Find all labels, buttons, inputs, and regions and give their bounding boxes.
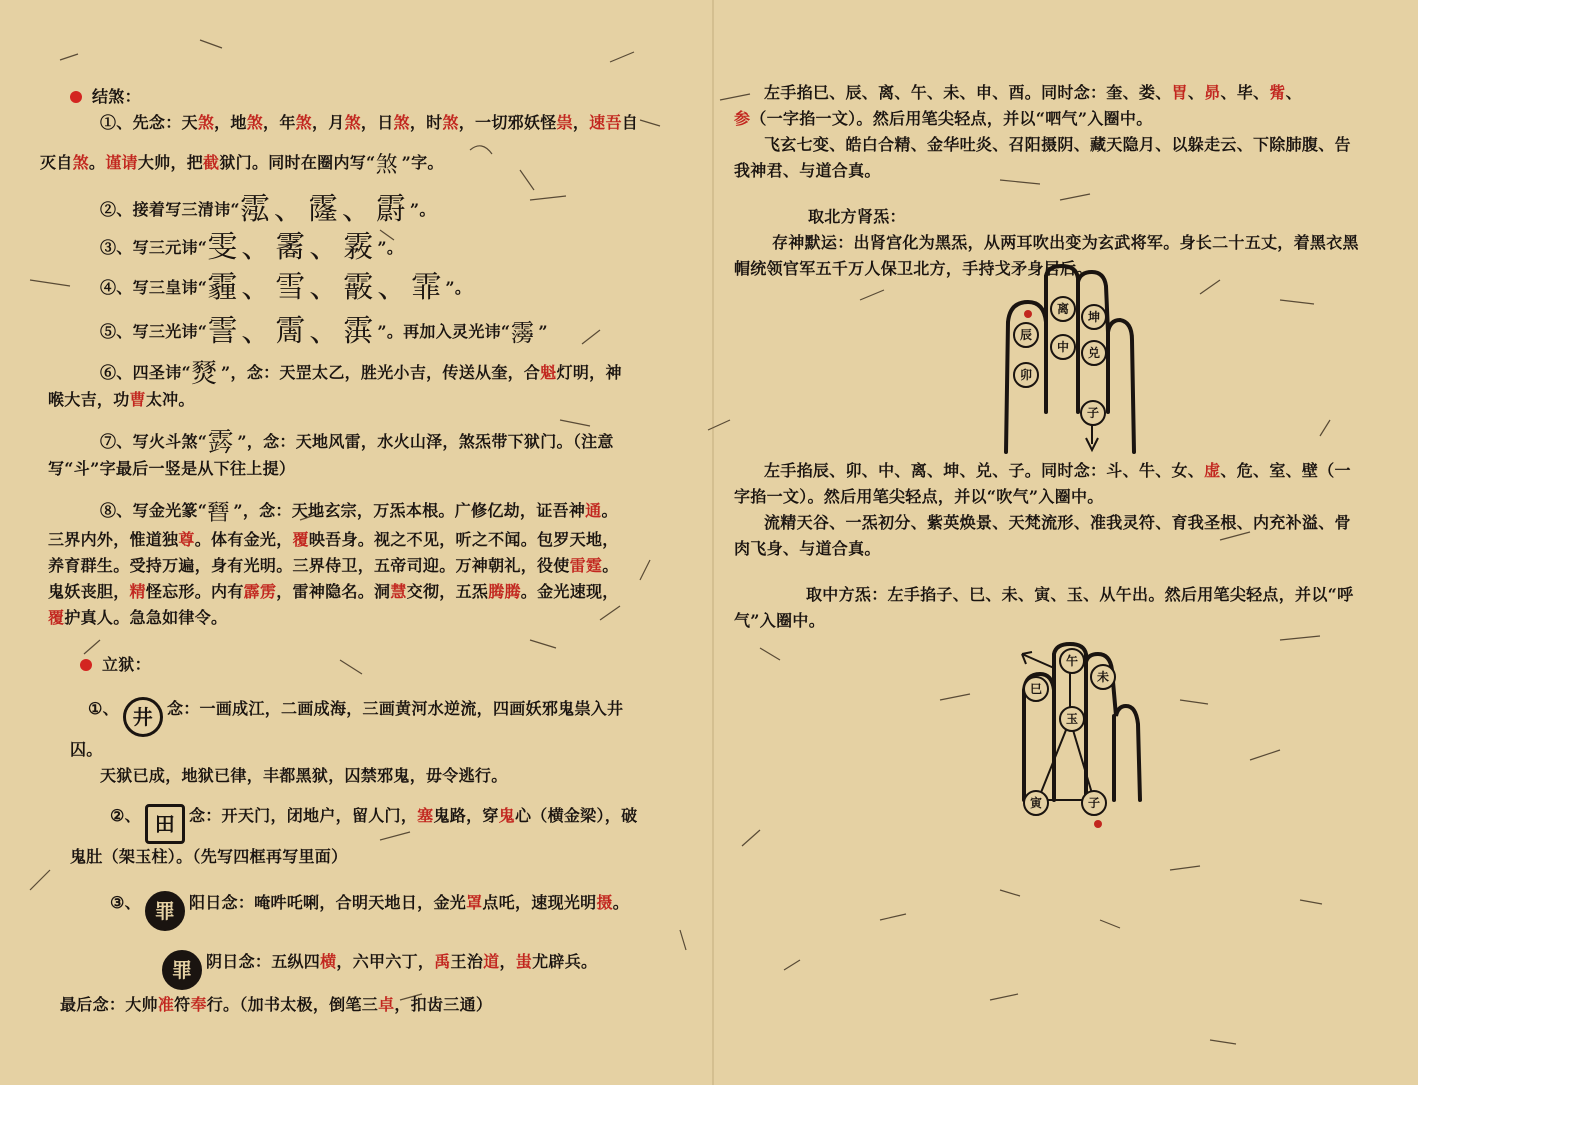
text-span: ，一切邪妖怪 — [458, 113, 557, 132]
text-span: 腾腾 — [488, 582, 521, 601]
text-span: 。 — [612, 893, 630, 912]
text-span: 取中方炁： — [806, 585, 888, 604]
text-span: ⑦、写火斗煞“ — [100, 432, 208, 451]
text-span: ，六甲六丁， — [336, 952, 435, 971]
text-span: ①、 — [88, 699, 119, 718]
text-span: 卓 — [378, 995, 395, 1014]
text-span: ，时 — [409, 113, 443, 132]
yin-seal-icon: 罪 — [162, 950, 202, 990]
text-span: 养育群生。受持万遍，身有光明。三界侍卫，五帝司迎。万神朝礼，役使 — [48, 556, 570, 575]
text-span: 念：一画成江，二画成海，三画黄河水逆流，四画妖邪鬼祟入井 — [166, 699, 624, 718]
text-span: 阳日念：唵吽吒唎，合明天地日，金光 — [188, 893, 467, 912]
para-4 — [734, 458, 1364, 510]
para-5 — [734, 510, 1364, 562]
text-span: 通 — [585, 501, 602, 520]
text-span: 煞 — [197, 113, 215, 132]
text-span: 慧 — [390, 582, 407, 601]
text-span: ⑧、写金光篆“ — [100, 501, 208, 520]
text-span: ，雷神隐名。洞 — [276, 582, 391, 601]
text-span: 鬼 — [498, 806, 515, 825]
text-span: ， — [499, 952, 516, 971]
text-span: 尊 — [178, 530, 195, 549]
text-span: 鬼妖丧胆， — [48, 582, 130, 601]
palm-position-label: 寅 — [1023, 790, 1049, 816]
prison-step-3 — [80, 890, 700, 931]
text-span: 摄 — [596, 893, 613, 912]
text-span: ，扣齿三通） — [394, 995, 493, 1014]
text-span: ”，念：天地玄宗，万炁本根。广修亿劫，证吾神 — [233, 501, 586, 520]
step-5 — [70, 314, 700, 349]
text-span: 截 — [203, 153, 220, 172]
text-span: 念：开天门，闭地户，留人门， — [188, 806, 418, 825]
text-span: 煞 — [375, 153, 402, 178]
text-span: ”。 — [445, 278, 472, 297]
text-span: 太冲。 — [145, 390, 195, 409]
para-1 — [734, 80, 1364, 132]
text-span: 奉 — [190, 995, 207, 1014]
text-span: 曹 — [129, 390, 146, 409]
step-1-cont — [40, 150, 700, 179]
text-span: 霠 — [207, 428, 238, 458]
text-span: 横 — [320, 952, 337, 971]
text-span: ②、 — [110, 806, 141, 825]
prison-step-1-cont — [70, 737, 700, 763]
para-2 — [734, 132, 1364, 184]
text-span: 魁 — [540, 363, 557, 382]
text-span: 霹雳 — [243, 582, 277, 601]
text-span: 护真人。急急如律令。 — [64, 608, 228, 627]
text-span: 鬼路，穿 — [433, 806, 499, 825]
text-span: 速吾 — [589, 113, 622, 132]
step-8 — [70, 498, 700, 527]
text-span: 霅、霌、霟 — [207, 314, 378, 349]
right-text-mid — [734, 458, 1364, 634]
text-span: 煞 — [72, 153, 89, 172]
text-span: 谨请 — [105, 153, 138, 172]
text-span: ②、接着写三清讳“ — [100, 200, 240, 219]
palm-position-label: 兑 — [1081, 340, 1107, 366]
text-span: ⑤、写三光讳“ — [100, 322, 208, 341]
text-span: 王治 — [450, 952, 484, 971]
palm-position-label: 离 — [1050, 296, 1076, 322]
text-span: 、毕、 — [1220, 83, 1270, 102]
palm-position-label: 午 — [1059, 648, 1085, 674]
prison-step-2 — [80, 803, 700, 844]
text-span: 。 — [88, 153, 106, 172]
text-span: 天狱已成，地狱已律，丰都黑狱，囚禁邪鬼，毋令逃行。 — [100, 766, 508, 785]
text-span: 左手掐巳、辰、离、午、未、申、酉。同时念：奎、娄、 — [764, 83, 1172, 102]
text-span: 心（横金梁），破 — [514, 806, 638, 825]
text-span: ①、先念：天 — [100, 113, 198, 132]
text-span: 最后念：大帅 — [60, 995, 158, 1014]
text-span: ”，念：天地风雷，水火山泽，煞炁带下狱门。（注意 — [237, 432, 614, 451]
section-liyu — [60, 652, 700, 1018]
text-span: 怪忘形。内有 — [145, 582, 244, 601]
text-span: 映吾身。视之不见，听之不闻。包罗天地， — [308, 530, 619, 549]
text-span: ，年 — [263, 113, 296, 132]
text-span: 立狱： — [102, 655, 151, 674]
text-span: 参 — [734, 109, 751, 128]
text-span: 雷霆 — [569, 556, 603, 575]
text-span: 大帅，把 — [137, 153, 204, 172]
palm-position-label: 子 — [1081, 790, 1107, 816]
text-span: 准 — [157, 995, 175, 1014]
text-span: 燹 — [191, 359, 222, 389]
text-span: 煞 — [344, 113, 361, 132]
prison-step-2-cont — [70, 844, 700, 870]
text-span: 昴 — [1204, 83, 1221, 102]
text-span: 三界内外，惟道独 — [48, 530, 179, 549]
text-span: 取北方肾炁： — [808, 207, 906, 226]
prison-step-1 — [80, 696, 700, 737]
text-span: 交彻，五炁 — [406, 582, 489, 601]
text-span: 尤辟兵。 — [532, 952, 598, 971]
section-jiesha — [40, 84, 700, 631]
text-span: ”。 — [409, 200, 436, 219]
step-2 — [70, 192, 700, 227]
field-seal-icon: 田 — [145, 804, 185, 844]
text-span: 写“斗”字最后一竖是从下往上提） — [48, 459, 296, 478]
text-span: 覆 — [292, 530, 309, 549]
text-span: 。 — [602, 556, 619, 575]
text-span: 存神默运：出肾宫化为黑炁，从两耳吹出变为玄武将军。身长二十五丈，着黑衣黑帽统领官军五千万人保卫北方，手持戈矛身居后。 — [734, 233, 1359, 278]
palm-position-label: 坤 — [1081, 304, 1107, 330]
text-span: 鬼肚（架玉柱）。（先写四框再写里面） — [70, 847, 348, 866]
step-3 — [70, 230, 700, 265]
text-span: 灯明，神 — [556, 363, 622, 382]
center-text — [734, 582, 1364, 634]
text-span: 胃 — [1171, 83, 1188, 102]
center-fold — [712, 0, 714, 1085]
text-span: 、危、室、壁（一字掐一文）。然后用笔尖轻点，并以“吹气”入圈中。 — [734, 461, 1351, 506]
text-span: 煞 — [246, 113, 264, 132]
text-span: 左手掐辰、卯、中、离、坤、兑、子。同时念：斗、牛、女、 — [764, 461, 1205, 480]
text-span: 自 — [621, 113, 639, 132]
text-span: 左手掐子、巳、未、寅、玉、从午出。然后用笔尖轻点，并以“呼气”入圈中。 — [734, 585, 1354, 630]
text-span: 霶 — [510, 319, 539, 347]
palm-position-label: 巳 — [1023, 676, 1049, 702]
step-8-cont — [48, 527, 700, 631]
well-seal-icon: 井 — [123, 697, 163, 737]
text-span: 禹 — [434, 952, 451, 971]
text-span: 飞玄七变、皓白合精、金华吐炎、召阳摄阴、藏天隐月、以躲走云、下除肺腹、告我神君、与道合真。 — [734, 135, 1351, 180]
text-span: ”。再加入灵光讳“ — [377, 322, 511, 341]
text-span: 霾、雪、霰、霏 — [207, 270, 446, 305]
text-span: ”，念：天罡太乙，胜光小吉，传送从奎，合 — [221, 363, 541, 382]
text-span: 精 — [129, 582, 146, 601]
step-7 — [70, 429, 700, 456]
palm-position-label: 中 — [1050, 334, 1076, 360]
north-heading — [734, 204, 1364, 230]
step-4 — [70, 270, 700, 305]
text-span: 、 — [1187, 83, 1205, 102]
palm-position-label: 子 — [1080, 400, 1106, 426]
text-span: 㬜 — [207, 501, 234, 526]
text-span: 喉大吉，功 — [48, 390, 130, 409]
text-span: 点吒，速现光明 — [482, 893, 597, 912]
text-span: 煞 — [442, 113, 459, 132]
text-span: 阴日念：五纵四 — [206, 952, 321, 971]
text-span: 塞 — [417, 806, 434, 825]
text-span: ， — [572, 113, 590, 132]
text-span: 。 — [601, 501, 618, 520]
text-span: 蚩 — [515, 952, 533, 971]
heading-jiesha — [70, 84, 700, 110]
text-span: 罩 — [466, 893, 483, 912]
text-span: 囚。 — [70, 740, 103, 759]
right-text-top — [734, 80, 1364, 282]
text-span: 行。（加书太极，倒笔三 — [206, 995, 379, 1014]
text-span: 、 — [1285, 83, 1302, 102]
text-span: 觜 — [1269, 83, 1286, 102]
heading-liyu — [80, 652, 700, 678]
text-span: 煞 — [393, 113, 410, 132]
step-6 — [70, 360, 700, 387]
text-span: 灭自 — [40, 153, 73, 172]
palm-position-label: 玉 — [1059, 706, 1085, 732]
text-span: ，日 — [360, 113, 394, 132]
palm-position-label: 卯 — [1013, 362, 1039, 388]
text-span: ④、写三皇讳“ — [100, 278, 208, 297]
prison-step-1-chant — [80, 763, 700, 789]
text-span: ” — [538, 322, 548, 341]
text-span: 虚 — [1204, 461, 1221, 480]
palm-position-label: 未 — [1090, 664, 1116, 690]
text-span: ③、 — [110, 893, 141, 912]
text-span: 霐、霳、霨 — [239, 192, 410, 227]
step-1 — [70, 110, 700, 136]
text-span: ”字。 — [401, 153, 444, 172]
text-span: ，地 — [214, 113, 247, 132]
text-span: 。体有金光， — [194, 530, 293, 549]
text-span: 道 — [483, 952, 500, 971]
step-6-cont — [48, 387, 700, 413]
text-span: 煞 — [295, 113, 312, 132]
step-7-cont — [48, 456, 700, 482]
text-span: 狱门。同时在圈内写“ — [219, 153, 376, 172]
palm-position-label: 辰 — [1013, 322, 1039, 348]
red-bullet-icon — [80, 659, 92, 671]
text-span: 符 — [174, 995, 191, 1014]
text-span: ”。 — [377, 238, 404, 257]
text-span: ③、写三元讳“ — [100, 238, 208, 257]
text-span: 雯、霱、霚 — [207, 230, 378, 265]
yang-seal-icon: 罪 — [145, 891, 185, 931]
text-span: ，月 — [311, 113, 345, 132]
final-chant — [60, 992, 700, 1018]
text-span: ⑥、四圣讳“ — [100, 363, 192, 382]
text-span: 覆 — [48, 608, 65, 627]
prison-step-4 — [80, 949, 700, 990]
red-bullet-icon — [70, 91, 82, 103]
text-span: 流精天谷、一炁初分、紫英焕景、天梵流形、准我灵符、育我圣根、内充补溢、骨肉飞身、与道合真。 — [734, 513, 1351, 558]
text-span: 祟 — [556, 113, 573, 132]
text-span: 。金光速现， — [520, 582, 619, 601]
text-span: （一字掐一文）。然后用笔尖轻点，并以“呬气”入圈中。 — [750, 109, 1153, 128]
text-span: 结煞： — [92, 87, 141, 106]
